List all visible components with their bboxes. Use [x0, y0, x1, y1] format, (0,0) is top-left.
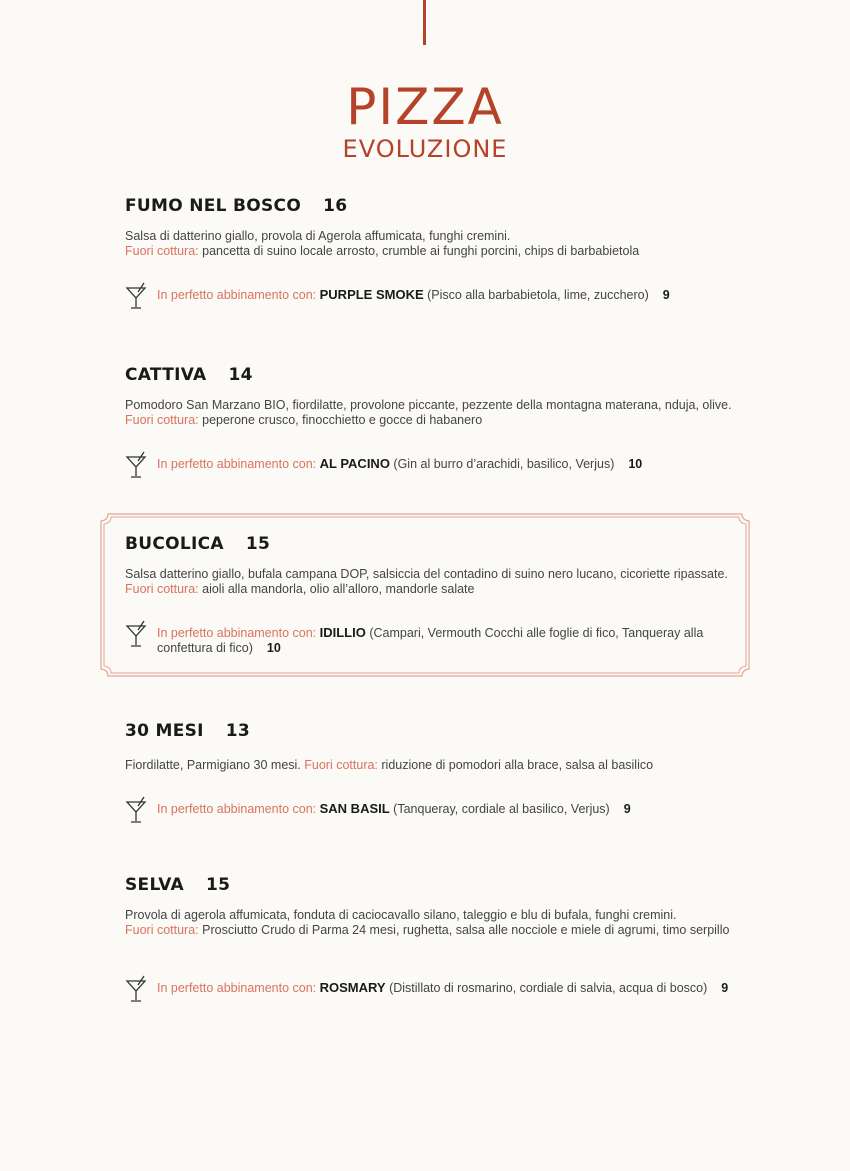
cocktail-name: PURPLE SMOKE	[319, 287, 424, 302]
pairing-label: In perfetto abbinamento con:	[157, 288, 317, 302]
cocktail-name: SAN BASIL	[319, 801, 390, 816]
item-heading	[125, 195, 735, 217]
cocktail-description: (Tanqueray, cordiale al basilico, Verjus)	[393, 802, 610, 816]
fuori-cottura-ingredients: riduzione di pomodori alla brace, salsa al basilico	[377, 758, 654, 772]
item-ingredients: Pomodoro San Marzano BIO, fiordilatte, provolone piccante, pezzente della montagna materana, nduja, olive.	[125, 398, 732, 412]
fuori-cottura-ingredients: peperone crusco, finocchietto e gocce di habanero	[198, 413, 483, 427]
cocktail-glass-icon	[125, 451, 147, 479]
item-price: 16	[323, 196, 348, 216]
cocktail-price: 9	[662, 288, 670, 302]
fuori-cottura-ingredients: aioli alla mandorla, olio all’alloro, mandorle salate	[198, 582, 475, 596]
item-name: CATTIVA	[125, 365, 207, 385]
cocktail-price: 10	[628, 457, 643, 471]
item-heading	[125, 364, 735, 386]
cocktail-description: (Distillato di rosmarino, cordiale di salvia, acqua di bosco)	[389, 981, 708, 995]
cocktail-description: (Gin al burro d’arachidi, basilico, Verjus)	[393, 457, 615, 471]
cocktail-price: 10	[266, 641, 281, 655]
cocktail-name: IDILLIO	[319, 625, 366, 640]
fuori-cottura-label: Fuori cottura:	[125, 923, 199, 937]
pairing-label: In perfetto abbinamento con:	[157, 626, 317, 640]
item-name: BUCOLICA	[125, 534, 224, 554]
fuori-cottura-ingredients: Prosciutto Crudo di Parma 24 mesi, rughetta, salsa alle nocciole e miele di agrumi, timo serpillo	[198, 923, 730, 937]
fuori-cottura-label: Fuori cottura:	[125, 582, 199, 596]
cocktail-pairing	[125, 456, 735, 472]
cocktail-description: (Campari, Vermouth Cocchi alle foglie di fico, Tanqueray alla confettura di fico)	[157, 626, 704, 655]
cocktail-glass-icon	[125, 620, 147, 648]
cocktail-glass-icon	[125, 282, 147, 310]
item-ingredients: Fiordilatte, Parmigiano 30 mesi.	[125, 758, 301, 772]
cocktail-glass-icon	[125, 796, 147, 824]
item-ingredients: Salsa datterino giallo, bufala campana DOP, salsiccia del contadino di suino nero lucano, cicoriette ripassate.	[125, 567, 728, 581]
menu-item-cattiva	[125, 364, 735, 472]
fuori-cottura-label: Fuori cottura:	[125, 413, 199, 427]
page-title: PIZZA	[346, 78, 504, 136]
cocktail-description: (Pisco alla barbabietola, lime, zucchero)	[427, 288, 649, 302]
item-price: 14	[228, 365, 253, 385]
item-heading	[125, 874, 735, 896]
item-description	[125, 908, 735, 938]
cocktail-name: ROSMARY	[319, 980, 386, 995]
menu-item-selva	[125, 874, 735, 996]
item-price: 13	[225, 721, 251, 741]
item-name: 30 MESI	[125, 721, 204, 741]
item-price: 15	[245, 534, 271, 554]
fuori-cottura-label: Fuori cottura:	[304, 758, 378, 772]
item-description	[125, 229, 735, 259]
page-subtitle: EVOLUZIONE	[342, 135, 508, 163]
top-divider	[423, 0, 426, 45]
pairing-label: In perfetto abbinamento con:	[157, 802, 317, 816]
item-name: FUMO NEL BOSCO	[125, 196, 302, 216]
item-description	[125, 758, 735, 773]
item-heading	[125, 720, 735, 742]
cocktail-pairing	[125, 980, 735, 996]
item-description	[125, 398, 735, 428]
item-ingredients: Provola di agerola affumicata, fonduta di caciocavallo silano, taleggio e blu di bufala, funghi cremini.	[125, 908, 677, 922]
item-ingredients: Salsa di datterino giallo, provola di Agerola affumicata, funghi cremini.	[125, 229, 511, 243]
cocktail-price: 9	[721, 981, 729, 995]
fuori-cottura-label: Fuori cottura:	[125, 244, 199, 258]
pairing-label: In perfetto abbinamento con:	[157, 981, 317, 995]
item-description	[125, 567, 735, 597]
cocktail-pairing	[125, 625, 735, 656]
fuori-cottura-ingredients: pancetta di suino locale arrosto, crumble ai funghi porcini, chips di barbabietola	[198, 244, 640, 258]
cocktail-name: AL PACINO	[319, 456, 390, 471]
menu-item-fumo-nel-bosco	[125, 195, 735, 303]
item-price: 15	[206, 875, 231, 895]
item-heading	[125, 533, 735, 555]
cocktail-glass-icon	[125, 975, 147, 1003]
pairing-label: In perfetto abbinamento con:	[157, 457, 317, 471]
cocktail-price: 9	[623, 802, 631, 816]
menu-item-30-mesi	[125, 720, 735, 817]
menu-item-bucolica	[125, 533, 735, 656]
item-name: SELVA	[125, 875, 185, 895]
cocktail-pairing	[125, 287, 735, 303]
cocktail-pairing	[125, 801, 735, 817]
